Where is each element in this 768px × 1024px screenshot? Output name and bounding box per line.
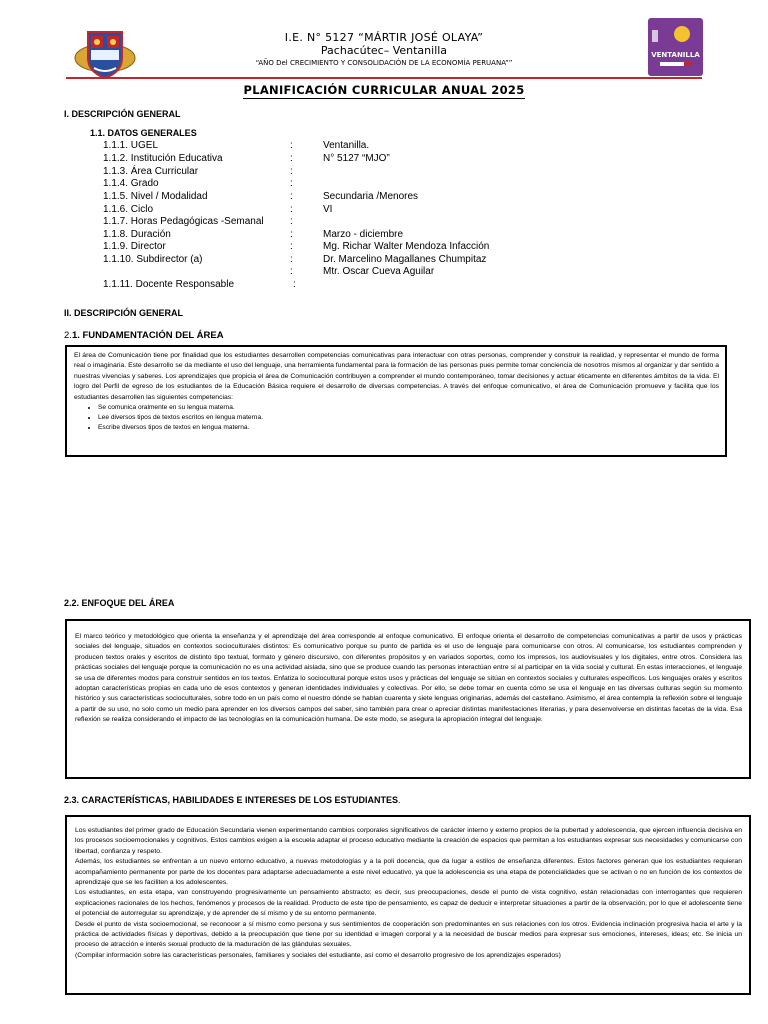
data-row-sep: :: [290, 229, 293, 240]
data-row-key: 1.1.9. Director: [103, 241, 166, 252]
list-item: • Lee diversos tipos de textos escritos en lengua materna.: [98, 413, 719, 423]
data-row-value: Secundaria /Menores: [323, 191, 419, 202]
data-row-key: 1.1.8. Duración: [103, 229, 171, 240]
caracteristicas-paragraph: Los estudiantes, en esta etapa, van construyendo progresivamente un pensamiento abstracto; es decir, sus preocupaciones, desde el punto de vista cognitivo, están relacionadas con interrogantes que requieren explicaciones racionales de los hechos, fenómenos y procesos de la realidad. Producto de este tipo de pensamiento, es capaz de deducir e interpretar situaciones a partir de la observación, por lo que el adolescente tiene el potencial de autorregular su aprendizaje, y de aprender de sí mismo y de su entorno permanente.: [75, 889, 742, 918]
data-row: [0, 266, 768, 278]
data-row: [0, 178, 768, 190]
section-1-heading: I. DESCRIPCIÓN GENERAL: [64, 109, 181, 119]
data-row-key: 1.1.3. Área Curricular: [103, 166, 199, 177]
enfoque-text: El marco teórico y metodológico que orienta la enseñanza y el aprendizaje del área corresponde al enfoque comunicativo. El enfoque orienta el desarrollo de competencias comunicativas a partir de usos y prácticas sociales del lenguaje, situados en contextos socioculturales distintos: Es comunicativo porque su punto de partida es el uso de lenguaje para comunicarse con otros. Al comunicarse, los estudiantes comprenden y producen textos orales y escritos de distinto tipo textual, formato y género discursivo, con diferentes propósitos y en variados soportes, como los impresos, los audiovisuales y los digitales, entre otros. Considera las prácticas sociales del lenguaje porque la comunicación no es una actividad aislada, sino que se produce cuando las personas interactúan entre sí al participar en la vida social y cultural. En estas interacciones, el lenguaje se usa de diferentes modos para construir sentidos en los textos. Enfatiza lo sociocultural porque estos usos y prácticas del lenguaje se sitúan en contextos sociales y culturales específicos. Los lenguajes orales y escritos adoptan características propias en cada uno de esos contextos y generan identidades individuales y colectivas. Por ello, se debe tomar en cuenta cómo se usa el lenguaje en las diversas culturas según su momento histórico y sus características socioculturales, sobre todo en un país como el nuestro dónde se hablan cuarenta y siete lenguas originarias, además del castellano. Asimismo, el área contempla la reflexión sobre el lenguaje a partir de su uso, no solo como un medio para aprender en los diversos campos del saber, sino también para crear o apreciar distintas manifestaciones literarias, y para desenvolverse en distintas facetas de la vida. Esa reflexión se realiza considerando el impacto de las tecnologías en la comunicación humana. De este modo, se asegura la apropiación integral del lenguaje.: [75, 633, 742, 724]
data-row-sep: :: [290, 178, 293, 189]
data-row-sep: :: [290, 204, 293, 215]
data-row-sep: :: [290, 166, 293, 177]
data-row: [0, 229, 768, 241]
datos-generales-heading: 1.1. DATOS GENERALES: [90, 128, 197, 138]
data-row-value: Mg. Richar Walter Mendoza Infacción: [323, 241, 490, 252]
data-row-sep: :: [290, 254, 293, 265]
data-row-value: N° 5127 “MJO”: [323, 153, 390, 164]
year-motto: “AÑO Del CRECIMIENTO Y CONSOLIDACIÓN DE LA ECONOMÍA PERUANA””: [255, 59, 513, 67]
competencias-list: [74, 403, 719, 434]
data-row: [0, 216, 768, 228]
fundamentacion-box: [65, 345, 727, 457]
caracteristicas-title-end: .: [398, 795, 401, 805]
document-title-text: PLANIFICACIÓN CURRICULAR ANUAL 2025: [243, 83, 525, 97]
data-row-value: Mtr. Oscar Cueva Aguilar: [323, 266, 435, 277]
header-divider: [66, 77, 702, 79]
data-row-key: 1.1.4. Grado: [103, 178, 159, 189]
caracteristicas-heading: [64, 795, 401, 805]
enfoque-box: [65, 619, 751, 779]
data-row-key: 1.1.10. Subdirector (a): [103, 254, 203, 265]
data-row-key: 1.1.7. Horas Pedagógicas -Semanal: [103, 216, 264, 227]
school-location: Pachacútec– Ventanilla: [320, 44, 448, 57]
data-row-value: Dr. Marcelino Magallanes Chumpitaz: [323, 254, 487, 265]
fundamentacion-title: 1. FUNDAMENTACIÓN DEL ÁREA: [71, 330, 224, 341]
caracteristicas-title: 2.3. CARACTERÍSTICAS, HABILIDADES E INTERESES DE LOS ESTUDIANTES: [64, 795, 399, 805]
data-row-sep: :: [290, 216, 293, 227]
fundamentacion-heading: [64, 330, 224, 341]
section-2-heading: II. DESCRIPCIÓN GENERAL: [64, 308, 184, 318]
data-row-value: Marzo - diciembre: [323, 229, 404, 240]
data-row-value: Ventanilla.: [323, 140, 370, 151]
data-row: [0, 279, 768, 291]
data-row: [0, 254, 768, 266]
data-row-sep: :: [290, 241, 293, 252]
data-row-sep: :: [290, 266, 293, 277]
list-item: • Se comunica oralmente en su lengua materna.: [98, 403, 719, 413]
data-row-sep: :: [290, 191, 293, 202]
data-row: [0, 153, 768, 165]
data-row: [0, 241, 768, 253]
ventanilla-logo-icon: [648, 18, 703, 76]
data-row-sep: :: [290, 153, 293, 164]
data-row-sep: :: [290, 140, 293, 151]
fundamentacion-text: El área de Comunicación tiene por finalidad que los estudiantes desarrollen competencias comunicativas para interactuar con otras personas, comprender y construir la realidad, y representar el mundo de forma real o imaginaria. Este desarrollo se da mediante el uso del lenguaje, una herramienta fundamental para la formación de las personas pues permite tomar conciencia de nosotros mismos al organizar y dar sentido a nuestras vivencias y saberes. Los aprendizajes que propicia el área de Comunicación contribuyen a comprender el mundo contemporáneo, tomar decisiones y actuar éticamente en diferentes ámbitos de la vida. El logro del Perfil de egreso de los estudiantes de la Educación Básica requiere el desarrollo de diversas competencias. A través del enfoque comunicativo, el área de Comunicación promueve y facilita que los estudiantes desarrollen las siguientes competencias:: [74, 352, 719, 401]
document-title: [0, 83, 768, 97]
data-row: [0, 204, 768, 216]
data-row-key: 1.1.5. Nivel / Modalidad: [103, 191, 208, 202]
school-name: I.E. N° 5127 “MÁRTIR JOSÉ OLAYA”: [284, 31, 484, 44]
data-row: [0, 191, 768, 203]
fundamentacion-prefix: 2.: [64, 330, 72, 341]
ventanilla-logo-text: VENTANILLA: [651, 51, 700, 59]
data-row-key: 1.1.6. Ciclo: [103, 204, 154, 215]
caracteristicas-paragraph: Los estudiantes del primer grado de Educación Secundaria vienen experimentando cambios corporales significativos de carácter interno y externo propios de la pubertad y adolescencia, que ejercen influencia decisiva en los procesos socioemocionales y cognitivos. Estos cambios exigen a la escuela adaptar el proceso educativo mediante la creación de espacios que permitan a los estudiantes expresar sus necesidades y comunicarse con libertad, confianza y respeto.: [75, 827, 742, 855]
data-row-key: 1.1.2. Institución Educativa: [103, 153, 223, 164]
caracteristicas-paragraph: (Compilar información sobre las características personales, familiares y sociales del estudiante, así como el desarrollo progresivo de los aprendizajes esperados): [75, 951, 561, 959]
caracteristicas-paragraph: Desde el punto de vista socioemocional, se reconocer a sí mismo como persona y sus sentimientos de cooperación son predominantes en sus relaciones con los otros. Evidencia inclinación progresiva hacia el arte y la práctica de actividades físicas y deportivas, debido a la preocupación que tiene por su identidad e imagen corporal y a la necesidad de buscar medios para expresar sus emociones, intereses, ideas; etc. Se inicia un proceso de atracción e interés sexual producto de la maduración de las glándulas sexuales.: [75, 920, 742, 949]
caracteristicas-box: [65, 815, 751, 995]
data-row-value: VI: [323, 204, 333, 215]
caracteristicas-paragraph: Además, los estudiantes se enfrentan a un nuevo entorno educativo, a nuevas metodologías y a la poli docencia, que da lugar a estilos de enseñanza diferentes. Estos factores generan que los estudiantes requieran acompañamiento permanente por parte de los docentes para adaptarse adecuadamente a este nivel educativo, ya que la adolescencia es una etapa de potencialidades que se activan o no en función de los contextos de aprendizaje que se les faciliten a los adolescentes.: [75, 858, 742, 887]
enfoque-heading: 2.2. ENFOQUE DEL ÁREA: [64, 598, 175, 608]
data-row: [0, 140, 768, 152]
data-row-key: 1.1.11. Docente Responsable: [103, 279, 235, 290]
list-item: • Escribe diversos tipos de textos en lengua materna.: [98, 423, 719, 433]
data-row-key: 1.1.1. UGEL: [103, 140, 159, 151]
data-row: [0, 166, 768, 178]
data-row-sep: :: [293, 279, 296, 290]
